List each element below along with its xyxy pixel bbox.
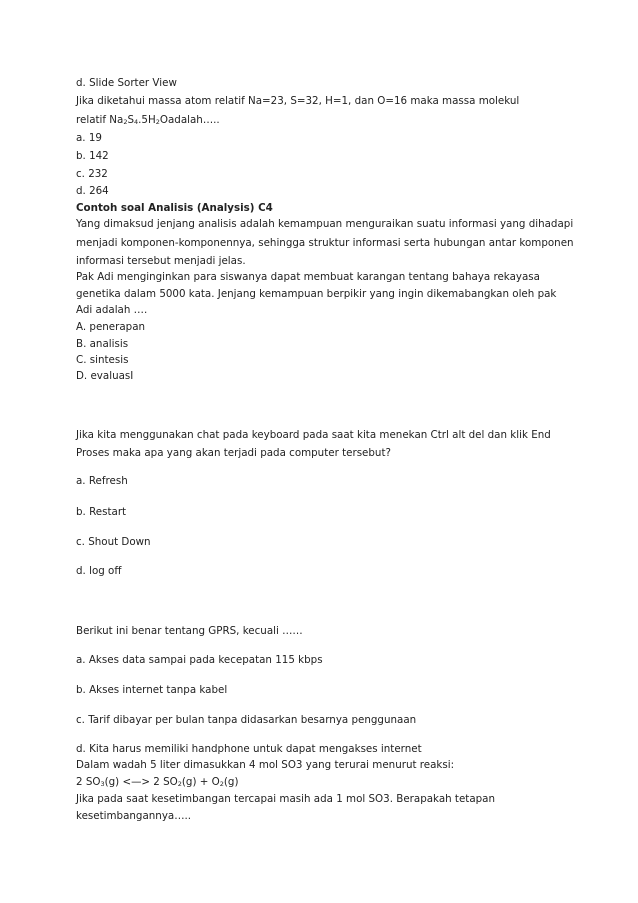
answer-option: c. Tarif dibayar per bulan tanpa didasarkan besarnya penggunaan (76, 714, 417, 726)
question-text: Proses maka apa yang akan terjadi pada computer tersebut? (76, 447, 391, 459)
answer-option: b. Restart (76, 506, 127, 518)
answer-option: b. 142 (76, 150, 109, 162)
answer-option: d. 264 (76, 185, 109, 197)
section-heading: Contoh soal Analisis (Analysis) C4 (76, 202, 273, 214)
question-text: Pak Adi menginginkan para siswanya dapat membuat karangan tentang bahaya rekayasa (76, 271, 540, 283)
question-text: Berikut ini benar tentang GPRS, kecuali …… (76, 625, 303, 637)
answer-option: D. evaluasI (76, 370, 134, 382)
answer-option: c. 232 (76, 168, 108, 180)
question-text: relatif $Na_2S_4.5H_2Oadalah\dots$.. (76, 114, 220, 126)
answer-option: d. Kita harus memiliki handphone untuk dapat mengakses internet (76, 743, 422, 755)
answer-option: b. Akses internet tanpa kabel (76, 684, 228, 696)
answer-option: a. Akses data sampai pada kecepatan 115 kbps (76, 654, 323, 666)
answer-option: d. log off (76, 565, 122, 577)
question-text: Jika diketahui massa atom relatif Na=23, S=32, H=1, dan O=16 maka massa molekul (76, 95, 520, 107)
answer-option: a. Refresh (76, 475, 128, 487)
paragraph-line: Yang dimaksud jenjang analisis adalah kemampuan menguraikan suatu informasi yang dihadapi (76, 218, 574, 230)
question-text: genetika dalam 5000 kata. Jenjang kemampuan berpikir yang ingin dikemabangkan oleh pak (76, 288, 557, 300)
answer-option: a. 19 (76, 132, 102, 144)
answer-option: A. penerapan (76, 321, 146, 333)
question-text: Dalam wadah 5 liter dimasukkan 4 mol SO3 yang terurai menurut reaksi: (76, 759, 455, 771)
paragraph-line: menjadi komponen-komponennya, sehingga struktur informasi serta hubungan antar komponen (76, 237, 574, 249)
answer-option: C. sintesis (76, 354, 129, 366)
question-text: Adi adalah …. (76, 304, 148, 316)
paragraph-line: informasi tersebut menjadi jelas. (76, 255, 246, 267)
answer-option: c. Shout Down (76, 536, 151, 548)
answer-option: d. Slide Sorter View (76, 77, 177, 89)
question-text: Jika kita menggunakan chat pada keyboard pada saat kita menekan Ctrl alt del dan klik End (76, 429, 551, 441)
question-text: kesetimbangannya….. (76, 810, 192, 822)
question-text: Jika pada saat kesetimbangan tercapai masih ada 1 mol SO3. Berapakah tetapan (76, 793, 496, 805)
reaction-equation: 2 $SO_3(g)$ <—> 2 $SO_2(g) + O_2(g)$ (76, 776, 239, 788)
answer-option: B. analisis (76, 338, 129, 350)
